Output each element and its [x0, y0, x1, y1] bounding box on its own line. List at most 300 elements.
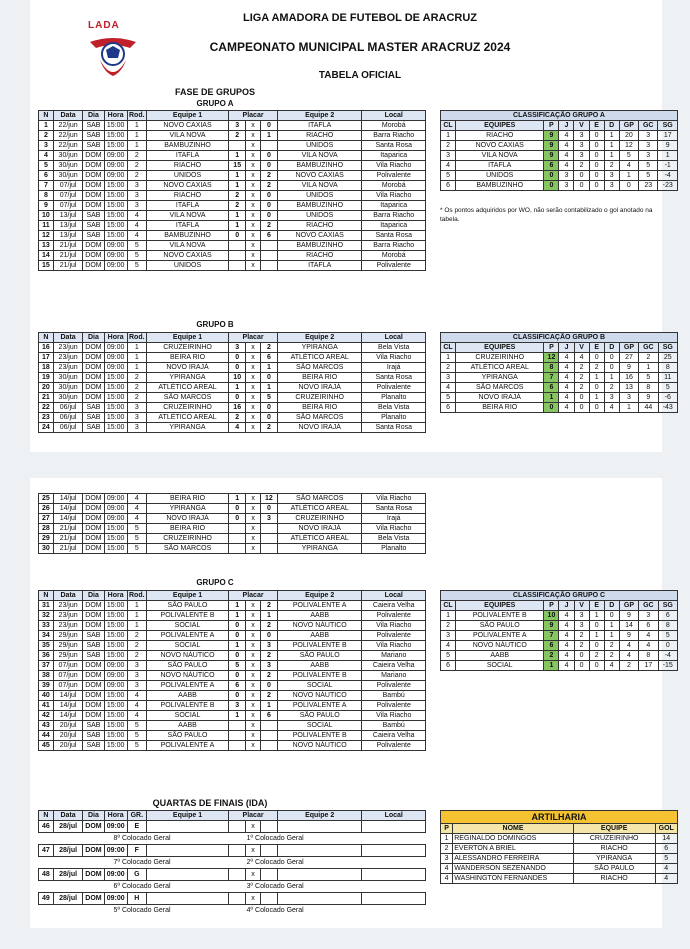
match-cell: 0 [260, 201, 277, 211]
match-cell: 0 [229, 514, 246, 524]
match-cell: 6 [260, 353, 277, 363]
match-cell: 31 [39, 601, 54, 611]
match-row [39, 211, 426, 221]
classification-cell: 5 [658, 631, 677, 641]
match-cell: 1 [127, 363, 146, 373]
quarter-cell: 28/jul [53, 893, 83, 905]
match-cell: DOM [83, 711, 104, 721]
match-row [39, 621, 426, 631]
match-cell: x [246, 611, 261, 621]
match-cell: DOM [83, 393, 104, 403]
classification-cell: POLIVALENTE A [456, 631, 544, 641]
match-cell: 0 [229, 231, 246, 241]
quarter-cell: DOM [83, 845, 104, 857]
match-cell: 15:00 [104, 141, 127, 151]
classification-cell: 4 [559, 141, 574, 151]
match-cell: 22/jun [53, 141, 83, 151]
match-cell: VILA NOVA [146, 241, 228, 251]
classification-cell: 2 [574, 363, 589, 373]
match-cell: 2 [260, 423, 277, 433]
column-header: SG [658, 121, 678, 131]
classification-cell: 8 [639, 383, 658, 393]
match-cell: 3 [127, 201, 146, 211]
match-cell: 15:00 [104, 601, 127, 611]
group-a-classification-table [440, 110, 678, 191]
match-cell: NOVO IRAJÁ [146, 363, 228, 373]
match-cell: 2 [229, 413, 246, 423]
classification-cell: 4 [619, 651, 638, 661]
match-cell: 15:00 [104, 691, 127, 701]
points-cell: 10 [544, 611, 559, 621]
match-cell: 4 [39, 151, 54, 161]
match-cell: x [246, 413, 261, 423]
match-cell: 4 [127, 514, 146, 524]
match-cell [260, 544, 277, 554]
match-cell: ITAFLA [277, 261, 362, 271]
match-cell: NOVO NÁUTICO [146, 671, 228, 681]
classification-cell: 4 [559, 661, 574, 671]
column-header: CL [441, 343, 456, 353]
classification-cell: 9 [619, 611, 638, 621]
match-row [39, 691, 426, 701]
classification-cell: 1 [589, 611, 604, 621]
match-cell: 26 [39, 504, 54, 514]
classification-cell: -4 [658, 171, 678, 181]
classification-cell: 0 [589, 151, 604, 161]
quarter-cell: F [127, 845, 146, 857]
match-cell: 4 [127, 231, 146, 241]
quarter-cell [362, 893, 426, 905]
match-cell: 1 [260, 131, 277, 141]
column-header: P [544, 121, 559, 131]
match-cell: Itaparica [362, 151, 426, 161]
group-c-matches-table [38, 590, 426, 751]
match-cell: POLIVALENTE B [146, 701, 228, 711]
match-cell: 28 [39, 524, 54, 534]
match-cell: 15:00 [104, 641, 127, 651]
classification-cell: 0 [589, 141, 604, 151]
points-cell: 9 [544, 131, 559, 141]
classification-cell: 3 [639, 131, 658, 141]
quarter-cell: 28/jul [53, 869, 83, 881]
column-header: Dia [83, 811, 104, 821]
column-header: N [39, 591, 54, 601]
match-cell: 1 [127, 141, 146, 151]
match-cell: YPIRANGA [277, 544, 362, 554]
match-cell: 4 [127, 691, 146, 701]
match-cell: DOM [83, 691, 104, 701]
match-cell: 0 [229, 393, 246, 403]
match-cell: 3 [127, 671, 146, 681]
header-row [39, 591, 426, 601]
classification-cell: 2 [574, 161, 589, 171]
match-row [39, 524, 426, 534]
quarter-cell [146, 893, 228, 905]
classification-cell: 23 [639, 181, 658, 191]
column-header: CL [441, 121, 456, 131]
match-cell [229, 241, 246, 251]
match-cell: Barra Riacho [362, 241, 426, 251]
match-cell: 09:00 [104, 343, 127, 353]
logo-text: LADA [88, 20, 120, 31]
match-cell: 21/jul [53, 251, 83, 261]
quarter-cell [260, 893, 277, 905]
match-cell: 0 [260, 191, 277, 201]
match-cell: NOVO CAXIAS [277, 171, 362, 181]
match-cell: SAB [83, 721, 104, 731]
match-cell: 3 [127, 661, 146, 671]
points-cell: 0 [544, 171, 559, 181]
match-cell: 2 [260, 221, 277, 231]
column-header: D [604, 121, 619, 131]
match-cell: 1 [260, 383, 277, 393]
column-header: EQUIPES [456, 343, 544, 353]
match-cell: 2 [260, 181, 277, 191]
classification-cell: 6 [441, 661, 456, 671]
classification-cell: 6 [441, 181, 456, 191]
scorer-cell: RIACHO [573, 874, 655, 884]
match-cell: DOM [83, 363, 104, 373]
match-cell: 2 [260, 171, 277, 181]
classification-cell: 4 [639, 631, 658, 641]
match-cell: NOVO NÁUTICO [277, 621, 362, 631]
match-cell: DOM [83, 161, 104, 171]
match-cell: BAMBUZINHO [277, 241, 362, 251]
classification-cell: 2 [574, 373, 589, 383]
classification-cell: 2 [441, 141, 456, 151]
match-cell: 2 [127, 373, 146, 383]
match-cell: 15:00 [104, 211, 127, 221]
match-cell: 23/jun [53, 611, 83, 621]
match-cell: 2 [127, 171, 146, 181]
column-header: EQUIPES [456, 121, 544, 131]
quarter-team-1: 5º Colocado Geral [113, 906, 171, 914]
match-cell: RIACHO [277, 221, 362, 231]
match-cell: SÃO PAULO [146, 731, 228, 741]
match-cell: Planalto [362, 393, 426, 403]
quarter-cell [229, 845, 246, 857]
classification-cell: 1 [604, 621, 619, 631]
match-cell: x [246, 651, 261, 661]
match-cell: x [246, 261, 261, 271]
top-scorers-table [440, 810, 678, 884]
match-cell: 5 [127, 534, 146, 544]
classification-row [441, 641, 678, 651]
classification-cell: 8 [658, 363, 677, 373]
match-cell: 1 [127, 353, 146, 363]
match-cell: 13 [39, 241, 54, 251]
match-row [39, 121, 426, 131]
match-cell [260, 741, 277, 751]
match-cell: 5 [127, 241, 146, 251]
classification-cell: NOVO CAXIAS [456, 141, 544, 151]
match-cell: DOM [83, 621, 104, 631]
quarter-cell: G [127, 869, 146, 881]
match-row [39, 423, 426, 433]
classification-cell: 9 [639, 393, 658, 403]
column-header: Equipe 2 [277, 591, 362, 601]
quarter-finals-table [38, 810, 426, 917]
match-cell: 25 [39, 494, 54, 504]
points-cell: 9 [544, 621, 559, 631]
match-cell: BAMBUZINHO [146, 141, 228, 151]
classification-cell: 2 [604, 651, 619, 661]
scorer-cell: 1 [441, 834, 453, 844]
match-cell: Barra Riacho [362, 211, 426, 221]
match-cell: NOVO IRAJÁ [277, 423, 362, 433]
classification-cell: 8 [639, 651, 658, 661]
match-cell: 09:00 [104, 363, 127, 373]
match-cell: 8 [39, 191, 54, 201]
quarter-cell: 09:00 [104, 869, 127, 881]
match-cell [229, 731, 246, 741]
match-cell: POLIVALENTE A [146, 681, 228, 691]
classification-row [441, 181, 678, 191]
match-row [39, 383, 426, 393]
classification-cell: 2 [441, 621, 456, 631]
match-cell: BEIRA RIO [146, 524, 228, 534]
match-row [39, 131, 426, 141]
match-cell: NOVO CAXIAS [146, 121, 228, 131]
classification-cell: 4 [441, 383, 456, 393]
column-header: Hora [104, 811, 127, 821]
match-cell: Polivalente [362, 681, 426, 691]
match-cell: 15:00 [104, 534, 127, 544]
match-row [39, 721, 426, 731]
quarter-cell [229, 869, 246, 881]
match-cell: SOCIAL [146, 711, 228, 721]
classification-cell: RIACHO [456, 131, 544, 141]
match-cell: BEIRA RIO [146, 353, 228, 363]
quarter-cell: x [246, 845, 261, 857]
match-cell: SAB [83, 741, 104, 751]
match-cell: Polivalente [362, 631, 426, 641]
match-cell: AABB [277, 661, 362, 671]
match-cell: Barra Riacho [362, 131, 426, 141]
match-cell [229, 251, 246, 261]
match-cell: 5 [260, 393, 277, 403]
match-cell: 0 [260, 413, 277, 423]
match-cell: Morobá [362, 181, 426, 191]
classification-cell: 3 [604, 181, 619, 191]
quarter-teams-row [39, 833, 426, 845]
match-cell: 15:00 [104, 181, 127, 191]
match-cell: AABB [277, 611, 362, 621]
match-cell: 22/jun [53, 121, 83, 131]
match-cell: 1 [229, 711, 246, 721]
match-cell: DOM [83, 251, 104, 261]
column-header: GP [619, 343, 638, 353]
match-row [39, 181, 426, 191]
match-cell: x [246, 211, 261, 221]
column-header: Local [362, 111, 426, 121]
match-cell [229, 534, 246, 544]
classification-cell: 0 [589, 641, 604, 651]
header-row [441, 121, 678, 131]
match-cell [229, 261, 246, 271]
match-cell: NOVO IRAJÁ [277, 383, 362, 393]
match-cell: 09:00 [104, 504, 127, 514]
classification-cell: 0 [604, 363, 619, 373]
match-row [39, 534, 426, 544]
classification-cell: 1 [658, 151, 678, 161]
quarter-cell [277, 893, 362, 905]
classification-cell: 0 [604, 353, 619, 363]
classification-row [441, 131, 678, 141]
match-cell: 0 [229, 504, 246, 514]
match-cell: 2 [127, 651, 146, 661]
classification-cell: 3 [574, 611, 589, 621]
classification-row [441, 651, 678, 661]
scorer-cell: 14 [655, 834, 678, 844]
match-cell: VILA NOVA [277, 151, 362, 161]
quarter-cell: 09:00 [104, 893, 127, 905]
match-cell: 2 [127, 641, 146, 651]
match-cell: 15:00 [104, 701, 127, 711]
match-cell [260, 141, 277, 151]
match-cell [229, 721, 246, 731]
phase-label: FASE DE GRUPOS [174, 87, 255, 97]
classification-cell: 12 [619, 141, 638, 151]
match-cell: 1 [229, 611, 246, 621]
match-cell: 14/jul [53, 494, 83, 504]
quarter-team-2: 3º Colocado Geral [246, 882, 304, 890]
match-cell: Bela Vista [362, 403, 426, 413]
match-cell: 1 [229, 221, 246, 231]
quarter-cell: DOM [83, 869, 104, 881]
match-cell: 2 [260, 671, 277, 681]
classification-cell: 4 [559, 403, 574, 413]
match-cell: 15:00 [104, 131, 127, 141]
match-cell: 12 [39, 231, 54, 241]
classification-cell: 2 [441, 363, 456, 373]
match-cell: x [246, 621, 261, 631]
match-cell: 14/jul [53, 504, 83, 514]
match-cell: SOCIAL [146, 621, 228, 631]
quarter-cell: H [127, 893, 146, 905]
match-cell: YPIRANGA [277, 343, 362, 353]
match-cell: 44 [39, 731, 54, 741]
match-cell: 0 [229, 353, 246, 363]
match-cell: 5 [127, 721, 146, 731]
match-cell: 1 [260, 701, 277, 711]
match-cell: 36 [39, 651, 54, 661]
match-cell: 1 [127, 601, 146, 611]
classification-cell: 0 [589, 131, 604, 141]
match-cell: 1 [260, 611, 277, 621]
match-cell: 09:00 [104, 241, 127, 251]
match-cell: 10 [39, 211, 54, 221]
column-header: CL [441, 601, 456, 611]
classification-title-row [441, 111, 678, 121]
points-cell: 8 [544, 363, 559, 373]
match-cell: NOVO CAXIAS [146, 251, 228, 261]
match-cell: POLIVALENTE A [277, 601, 362, 611]
match-cell: Vila Riacho [362, 161, 426, 171]
match-cell: x [246, 403, 261, 413]
quarter-cell: 48 [39, 869, 54, 881]
scorer-cell: 4 [441, 874, 453, 884]
column-header: P [544, 343, 559, 353]
match-cell: 30 [39, 544, 54, 554]
match-row [39, 661, 426, 671]
match-cell: 0 [229, 363, 246, 373]
quarter-cell: x [246, 821, 261, 833]
classification-cell: 0 [574, 171, 589, 181]
table-label: TABELA OFICIAL [318, 70, 402, 81]
classification-cell: NOVO IRAJÁ [456, 393, 544, 403]
match-cell: 1 [229, 494, 246, 504]
match-cell: DOM [83, 611, 104, 621]
quarters-label: QUARTAS DE FINAIS (IDA) [152, 798, 268, 808]
match-cell: x [246, 251, 261, 261]
classification-cell: 4 [639, 641, 658, 651]
classification-cell: AABB [456, 651, 544, 661]
match-cell: SÃO MARCOS [146, 544, 228, 554]
match-cell: SOCIAL [277, 681, 362, 691]
column-header: Equipe 2 [277, 333, 362, 343]
classification-cell: YPIRANGA [456, 373, 544, 383]
classification-cell: 4 [559, 383, 574, 393]
match-cell: 29/jun [53, 631, 83, 641]
match-cell: 32 [39, 611, 54, 621]
match-cell: 3 [127, 413, 146, 423]
match-cell: x [246, 514, 261, 524]
classification-cell: 9 [619, 631, 638, 641]
classification-cell: 11 [658, 373, 677, 383]
match-cell: DOM [83, 171, 104, 181]
match-cell: DOM [83, 494, 104, 504]
match-cell: UNIDOS [146, 261, 228, 271]
match-cell: 30/jun [53, 373, 83, 383]
match-cell: 1 [229, 641, 246, 651]
match-cell: 4 [127, 221, 146, 231]
match-cell: 09:00 [104, 151, 127, 161]
match-cell: AABB [146, 691, 228, 701]
match-cell: RIACHO [146, 161, 228, 171]
match-cell: 7 [39, 181, 54, 191]
column-header: EQUIPE [573, 824, 655, 834]
column-header: Hora [104, 333, 127, 343]
classification-cell: 3 [574, 131, 589, 141]
match-cell: 1 [127, 621, 146, 631]
classification-cell: 2 [619, 661, 638, 671]
match-cell: ITAFLA [146, 221, 228, 231]
match-cell: Bela Vista [362, 534, 426, 544]
match-cell: 15:00 [104, 393, 127, 403]
match-cell: x [246, 423, 261, 433]
classification-cell: 0 [574, 181, 589, 191]
match-cell: BEIRA RIO [277, 373, 362, 383]
column-header: EQUIPES [456, 601, 544, 611]
column-header: Local [362, 591, 426, 601]
classification-cell: 0 [658, 641, 677, 651]
match-cell: DOM [83, 343, 104, 353]
match-cell: 23/jun [53, 353, 83, 363]
match-cell: 06/jul [53, 403, 83, 413]
match-cell: ATLÉTICO AREAL [277, 353, 362, 363]
classification-cell: 14 [619, 621, 638, 631]
scorer-cell: WANDERSON SEZENANDO [453, 864, 574, 874]
column-header: Equipe 1 [146, 111, 228, 121]
match-cell: 15:00 [104, 383, 127, 393]
match-cell: 21/jul [53, 524, 83, 534]
classification-cell: 6 [441, 403, 456, 413]
classification-title: CLASSIFICAÇÃO GRUPO B [441, 333, 678, 343]
match-cell: 34 [39, 631, 54, 641]
match-cell: 15:00 [104, 121, 127, 131]
match-cell: 1 [39, 121, 54, 131]
